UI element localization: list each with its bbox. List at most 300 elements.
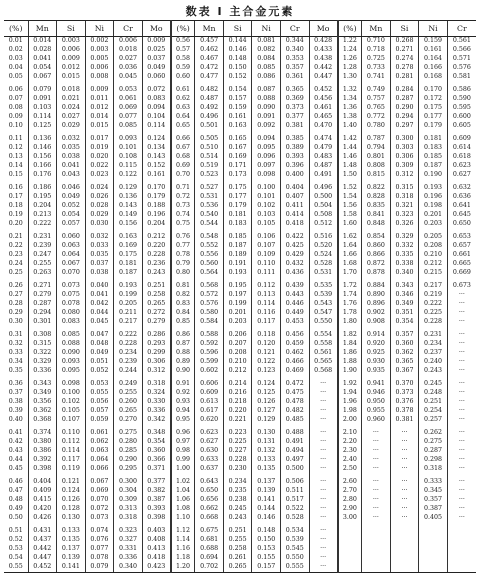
- table-cell: 0.828: [362, 193, 391, 202]
- table-cell: 0.257: [419, 416, 448, 425]
- table-row: [4, 536, 476, 545]
- table-cell: 0.120: [252, 340, 281, 349]
- table-cell: 0.62: [171, 95, 195, 104]
- table-cell: ···: [390, 465, 419, 474]
- table-cell: 0.602: [195, 367, 224, 376]
- table-cell: 0.285: [114, 447, 143, 456]
- table-cell: 2.80: [338, 496, 362, 505]
- table-cell: 0.801: [362, 153, 391, 162]
- table-cell: 0.217: [419, 282, 448, 291]
- table-cell: 0.146: [252, 514, 281, 523]
- table-cell: 0.072: [142, 86, 171, 95]
- table-cell: 0.571: [447, 55, 476, 64]
- table-cell: 0.914: [362, 331, 391, 340]
- table-cell: 0.020: [85, 153, 114, 162]
- table-cell: 0.67: [171, 144, 195, 153]
- table-cell: 0.097: [252, 162, 281, 171]
- table-cell: 0.003: [57, 37, 86, 47]
- table-cell: 0.060: [57, 233, 86, 242]
- table-cell: 0.093: [57, 358, 86, 367]
- table-cell: 2.50: [338, 465, 362, 474]
- table-cell: 0.749: [362, 86, 391, 95]
- table-cell: ···: [362, 447, 391, 456]
- table-cell: 0.064: [57, 251, 86, 260]
- table-cell: 0.141: [57, 563, 86, 573]
- table-cell: 0.049: [85, 349, 114, 358]
- table-cell: 1.58: [338, 211, 362, 220]
- table-cell: 0.109: [252, 251, 281, 260]
- table-cell: 0.090: [252, 104, 281, 113]
- table-cell: 0.199: [114, 291, 143, 300]
- table-cell: 0.053: [85, 380, 114, 389]
- table-row: [4, 282, 476, 291]
- table-cell: 0.111: [252, 269, 281, 278]
- table-cell: ···: [447, 398, 476, 407]
- table-row: [4, 73, 476, 82]
- table-cell: 0.323: [390, 211, 419, 220]
- table-row: [4, 202, 476, 211]
- table-cell: 0.404: [281, 184, 310, 193]
- table-cell: ···: [309, 429, 338, 438]
- table-cell: 0.185: [419, 153, 448, 162]
- table-cell: 0.393: [142, 505, 171, 514]
- table-cell: 0.528: [309, 260, 338, 269]
- table-cell: 1.18: [171, 554, 195, 563]
- table-cell: 0.623: [195, 429, 224, 438]
- table-cell: 0.491: [309, 171, 338, 180]
- table-cell: 0.126: [252, 398, 281, 407]
- table-cell: 0.491: [281, 438, 310, 447]
- table-cell: 0.600: [447, 113, 476, 122]
- table-cell: 0.356: [28, 398, 57, 407]
- table-cell: 0.113: [252, 291, 281, 300]
- table-cell: 0.508: [309, 211, 338, 220]
- table-cell: 0.605: [447, 122, 476, 131]
- table-cell: 0.042: [85, 300, 114, 309]
- table-cell: 0.688: [195, 545, 224, 554]
- table-cell: 0.504: [309, 202, 338, 211]
- table-cell: 0.114: [142, 122, 171, 131]
- table-cell: 0.300: [114, 478, 143, 487]
- table-cell: 0.137: [252, 478, 281, 487]
- table-cell: 0.087: [252, 86, 281, 95]
- table-cell: 0.590: [447, 95, 476, 104]
- table-cell: 0.459: [281, 340, 310, 349]
- table-cell: 0.442: [309, 64, 338, 73]
- table-cell: 0.304: [114, 487, 143, 496]
- table-cell: 0.519: [195, 162, 224, 171]
- table-cell: 0.265: [223, 563, 252, 573]
- table-cell: 0.56: [171, 37, 195, 47]
- table-cell: 0.550: [281, 554, 310, 563]
- table-cell: ···: [309, 496, 338, 505]
- table-cell: 0.22: [8, 242, 23, 250]
- table-cell: ···: [447, 291, 476, 300]
- table-cell: 0.166: [419, 64, 448, 73]
- table-cell: 0.70: [171, 171, 195, 180]
- table-cell: 0.222: [114, 331, 143, 340]
- table-cell: 0.181: [114, 260, 143, 269]
- table-cell: 0.037: [142, 55, 171, 64]
- table-cell: 0.222: [419, 300, 448, 309]
- table-cell: 0.89: [171, 358, 195, 367]
- table-cell: 0.201: [419, 211, 448, 220]
- table-row: [4, 487, 476, 496]
- table-cell: 1.40: [338, 122, 362, 131]
- table-cell: 0.94: [171, 407, 195, 416]
- table-cell: 0.366: [142, 456, 171, 465]
- table-cell: 0.382: [142, 487, 171, 496]
- table-cell: ···: [309, 478, 338, 487]
- table-cell: 1.14: [171, 536, 195, 545]
- table-cell: 0.673: [447, 282, 476, 291]
- table-cell: 0.193: [114, 282, 143, 291]
- table-cell: 0.662: [195, 505, 224, 514]
- table-cell: 0.69: [171, 162, 195, 171]
- table-cell: 0.015: [85, 122, 114, 131]
- table-cell: 0.318: [114, 514, 143, 523]
- column-header: Mo: [309, 21, 338, 37]
- table-cell: 0.453: [281, 318, 310, 327]
- table-cell: 0.228: [223, 456, 252, 465]
- table-cell: 0.062: [85, 438, 114, 447]
- table-cell: 0.230: [223, 465, 252, 474]
- table-cell: 0.98: [171, 447, 195, 456]
- table-cell: 0.081: [252, 37, 281, 47]
- table-cell: 0.534: [281, 527, 310, 536]
- table-cell: 0.134: [142, 144, 171, 153]
- table-cell: 0.461: [309, 104, 338, 113]
- table-cell: 0.088: [57, 340, 86, 349]
- table-cell: ···: [390, 456, 419, 465]
- table-cell: 1.56: [338, 202, 362, 211]
- table-cell: 0.101: [252, 193, 281, 202]
- table-cell: 0.105: [57, 407, 86, 416]
- table-cell: 0.403: [142, 527, 171, 536]
- table-cell: 0.005: [85, 55, 114, 64]
- table-cell: 0.069: [114, 104, 143, 113]
- table-cell: 0.171: [223, 162, 252, 171]
- table-cell: 0.73: [171, 202, 195, 211]
- table-cell: 0.511: [281, 487, 310, 496]
- table-cell: 0.231: [419, 331, 448, 340]
- table-cell: 0.126: [57, 496, 86, 505]
- table-cell: 0.479: [309, 144, 338, 153]
- table-cell: 0.415: [28, 496, 57, 505]
- table-cell: ···: [309, 380, 338, 389]
- table-cell: 0.136: [114, 193, 143, 202]
- table-cell: 0.183: [223, 220, 252, 229]
- table-cell: [338, 527, 362, 536]
- table-cell: 0.014: [85, 113, 114, 122]
- table-cell: 0.029: [85, 211, 114, 220]
- table-cell: 1.96: [338, 398, 362, 407]
- table-cell: 0.073: [57, 282, 86, 291]
- table-cell: 0.432: [281, 260, 310, 269]
- table-cell: 0.044: [85, 309, 114, 318]
- table-cell: 0.757: [362, 95, 391, 104]
- table-cell: 0.95: [171, 416, 195, 425]
- table-cell: 0.255: [223, 536, 252, 545]
- table-cell: 0.765: [362, 104, 391, 113]
- table-cell: 0.81: [171, 282, 195, 291]
- table-cell: 0.128: [57, 505, 86, 514]
- table-cell: 0.31: [8, 331, 23, 339]
- table-cell: 0.251: [419, 398, 448, 407]
- table-cell: 1.34: [338, 95, 362, 104]
- column-header: Si: [223, 21, 252, 37]
- table-cell: 1.08: [171, 505, 195, 514]
- table-cell: 0.072: [85, 505, 114, 514]
- table-cell: 0.185: [223, 233, 252, 242]
- table-cell: 0.179: [223, 202, 252, 211]
- table-cell: 0.183: [419, 144, 448, 153]
- table-title: 数表 I 主合金元素: [185, 5, 295, 18]
- table-cell: 0.93: [171, 398, 195, 407]
- table-cell: ···: [362, 438, 391, 447]
- column-header: (%): [171, 21, 195, 37]
- table-cell: 0.139: [252, 487, 281, 496]
- table-cell: 0.150: [223, 64, 252, 73]
- table-cell: ···: [447, 496, 476, 505]
- table-cell: 0.65: [171, 122, 195, 131]
- table-cell: 0.342: [142, 416, 171, 425]
- table-cell: 0.294: [390, 113, 419, 122]
- table-cell: 0.204: [28, 202, 57, 211]
- table-cell: 0.082: [252, 46, 281, 55]
- table-cell: 0.669: [447, 269, 476, 278]
- table-cell: 0.496: [309, 184, 338, 193]
- table-cell: 0.478: [281, 398, 310, 407]
- table-cell: 0.925: [362, 349, 391, 358]
- table-cell: 0.105: [252, 220, 281, 229]
- table-cell: 0.466: [281, 358, 310, 367]
- table-cell: 0.033: [85, 242, 114, 251]
- table-cell: 0.51: [8, 527, 23, 535]
- table-cell: 0.143: [142, 153, 171, 162]
- table-cell: 0.186: [28, 184, 57, 193]
- table-cell: 0.66: [171, 135, 195, 144]
- table-cell: 0.17: [8, 193, 23, 201]
- table-cell: 0.205: [419, 233, 448, 242]
- table-cell: 0.245: [419, 380, 448, 389]
- table-cell: 0.228: [114, 340, 143, 349]
- table-cell: ···: [309, 438, 338, 447]
- table-cell: 0.159: [419, 37, 448, 47]
- table-cell: 0.946: [362, 389, 391, 398]
- table-cell: 0.326: [390, 220, 419, 229]
- table-cell: 0.150: [252, 536, 281, 545]
- table-cell: 0.112: [252, 282, 281, 291]
- table-cell: 0.048: [85, 340, 114, 349]
- table-cell: 0.357: [281, 64, 310, 73]
- table-cell: 0.02: [8, 46, 23, 54]
- table-cell: 0.054: [28, 64, 57, 73]
- table-cell: 0.102: [57, 398, 86, 407]
- table-cell: ···: [362, 456, 391, 465]
- table-cell: 0.240: [419, 358, 448, 367]
- table-cell: 0.329: [28, 358, 57, 367]
- table-row: [4, 496, 476, 505]
- table-row: [4, 456, 476, 465]
- table-cell: 0.835: [362, 202, 391, 211]
- table-cell: 0.220: [142, 242, 171, 251]
- table-cell: 0.104: [142, 113, 171, 122]
- table-cell: 0.118: [252, 331, 281, 340]
- table-cell: 0.387: [419, 505, 448, 514]
- table-cell: [338, 563, 362, 573]
- table-cell: 0.061: [114, 95, 143, 104]
- table-cell: 0.008: [85, 73, 114, 82]
- table-cell: 1.66: [338, 251, 362, 260]
- table-cell: 0.592: [195, 340, 224, 349]
- table-cell: 0.841: [362, 211, 391, 220]
- table-cell: 0.258: [223, 545, 252, 554]
- table-cell: 0.544: [195, 220, 224, 229]
- table-cell: 0.586: [447, 86, 476, 95]
- table-cell: 0.423: [142, 563, 171, 573]
- table-cell: ···: [447, 300, 476, 309]
- table-cell: 1.12: [171, 527, 195, 536]
- table-cell: 1.72: [338, 282, 362, 291]
- table-cell: 0.564: [195, 269, 224, 278]
- table-cell: 0.284: [390, 86, 419, 95]
- table-cell: 0.26: [8, 282, 23, 290]
- table-row: [4, 340, 476, 349]
- table-cell: 0.930: [362, 358, 391, 367]
- table-cell: 0.694: [195, 554, 224, 563]
- table-cell: 0.322: [28, 349, 57, 358]
- table-cell: 0.035: [85, 251, 114, 260]
- table-cell: 0.884: [362, 282, 391, 291]
- table-cell: 0.173: [223, 171, 252, 180]
- table-cell: 0.028: [28, 46, 57, 55]
- table-cell: 0.100: [57, 389, 86, 398]
- table-cell: 0.550: [309, 318, 338, 327]
- table-cell: 0.362: [28, 407, 57, 416]
- table-cell: 0.279: [28, 291, 57, 300]
- table-row: [4, 465, 476, 474]
- table-cell: 0.398: [142, 514, 171, 523]
- table-cell: 0.161: [142, 171, 171, 180]
- table-cell: 0.72: [171, 193, 195, 202]
- table-cell: 0.501: [195, 122, 224, 131]
- table-cell: 0.133: [57, 527, 86, 536]
- table-cell: 1.50: [338, 171, 362, 180]
- table-cell: 0.492: [195, 104, 224, 113]
- table-cell: 0.231: [28, 233, 57, 242]
- table-cell: 0.645: [447, 211, 476, 220]
- table-cell: 0.741: [362, 73, 391, 82]
- table-cell: 0.286: [142, 331, 171, 340]
- table-cell: 0.01: [8, 37, 23, 45]
- table-cell: 0.902: [362, 309, 391, 318]
- table-cell: 0.084: [252, 55, 281, 64]
- table-cell: 0.117: [252, 318, 281, 327]
- table-cell: ···: [362, 429, 391, 438]
- table-cell: 0.251: [223, 527, 252, 536]
- table-cell: 0.44: [8, 456, 23, 464]
- table-cell: 0.633: [195, 456, 224, 465]
- table-cell: 0.354: [142, 438, 171, 447]
- table-cell: 0.623: [447, 162, 476, 171]
- table-cell: 0.15: [8, 171, 23, 179]
- table-cell: 0.129: [252, 416, 281, 425]
- table-cell: 0.287: [28, 300, 57, 309]
- table-cell: 0.032: [85, 233, 114, 242]
- table-cell: 0.228: [419, 318, 448, 327]
- table-cell: 0.449: [281, 309, 310, 318]
- table-cell: ···: [390, 447, 419, 456]
- table-cell: 0.176: [28, 171, 57, 180]
- table-cell: 0.131: [252, 438, 281, 447]
- table-cell: 0.485: [281, 416, 310, 425]
- table-row: [4, 233, 476, 242]
- table-cell: 0.405: [419, 514, 448, 523]
- table-cell: 0.531: [195, 193, 224, 202]
- table-cell: 0.523: [195, 171, 224, 180]
- table-cell: 0.244: [114, 367, 143, 376]
- table-cell: 0.117: [57, 456, 86, 465]
- table-cell: 0.437: [28, 536, 57, 545]
- column-header: Ni: [85, 21, 114, 37]
- table-row: [4, 184, 476, 193]
- table-cell: 0.12: [8, 144, 23, 152]
- table-cell: 0.467: [195, 55, 224, 64]
- table-cell: 0.091: [28, 95, 57, 104]
- alloy-element-table: [4, 20, 476, 573]
- table-cell: 0.376: [390, 398, 419, 407]
- table-cell: 0.815: [362, 171, 391, 180]
- table-cell: 0.547: [309, 309, 338, 318]
- table-cell: 1.76: [338, 300, 362, 309]
- table-cell: 0.11: [8, 135, 23, 143]
- table-cell: 0.941: [362, 380, 391, 389]
- table-cell: 0.500: [309, 193, 338, 202]
- table-cell: 0.212: [223, 367, 252, 376]
- table-cell: ···: [447, 309, 476, 318]
- table-cell: ···: [447, 478, 476, 487]
- table-cell: 0.222: [28, 220, 57, 229]
- table-cell: 0.565: [309, 358, 338, 367]
- table-cell: 0.027: [114, 55, 143, 64]
- table-cell: ···: [447, 349, 476, 358]
- table-cell: 0.428: [309, 37, 338, 47]
- table-cell: 0.167: [223, 144, 252, 153]
- table-cell: 0.13: [8, 153, 23, 161]
- table-cell: 0.040: [85, 282, 114, 291]
- table-cell: 0.808: [362, 162, 391, 171]
- table-cell: 0.522: [281, 505, 310, 514]
- table-cell: 0.580: [195, 309, 224, 318]
- table-cell: 0.281: [390, 73, 419, 82]
- table-cell: 0.83: [171, 300, 195, 309]
- table-cell: 0.794: [362, 144, 391, 153]
- table-cell: 0.181: [419, 135, 448, 144]
- table-cell: 1.98: [338, 407, 362, 416]
- table-cell: 0.29: [8, 309, 23, 317]
- table-cell: 0.019: [85, 144, 114, 153]
- table-cell: 0.97: [171, 438, 195, 447]
- table-cell: 0.083: [142, 95, 171, 104]
- table-cell: 0.528: [281, 514, 310, 523]
- table-cell: 0.208: [223, 349, 252, 358]
- table-row: [4, 554, 476, 563]
- table-cell: [362, 536, 391, 545]
- table-cell: 1.24: [338, 46, 362, 55]
- table-cell: 0.012: [85, 104, 114, 113]
- table-cell: 0.051: [85, 358, 114, 367]
